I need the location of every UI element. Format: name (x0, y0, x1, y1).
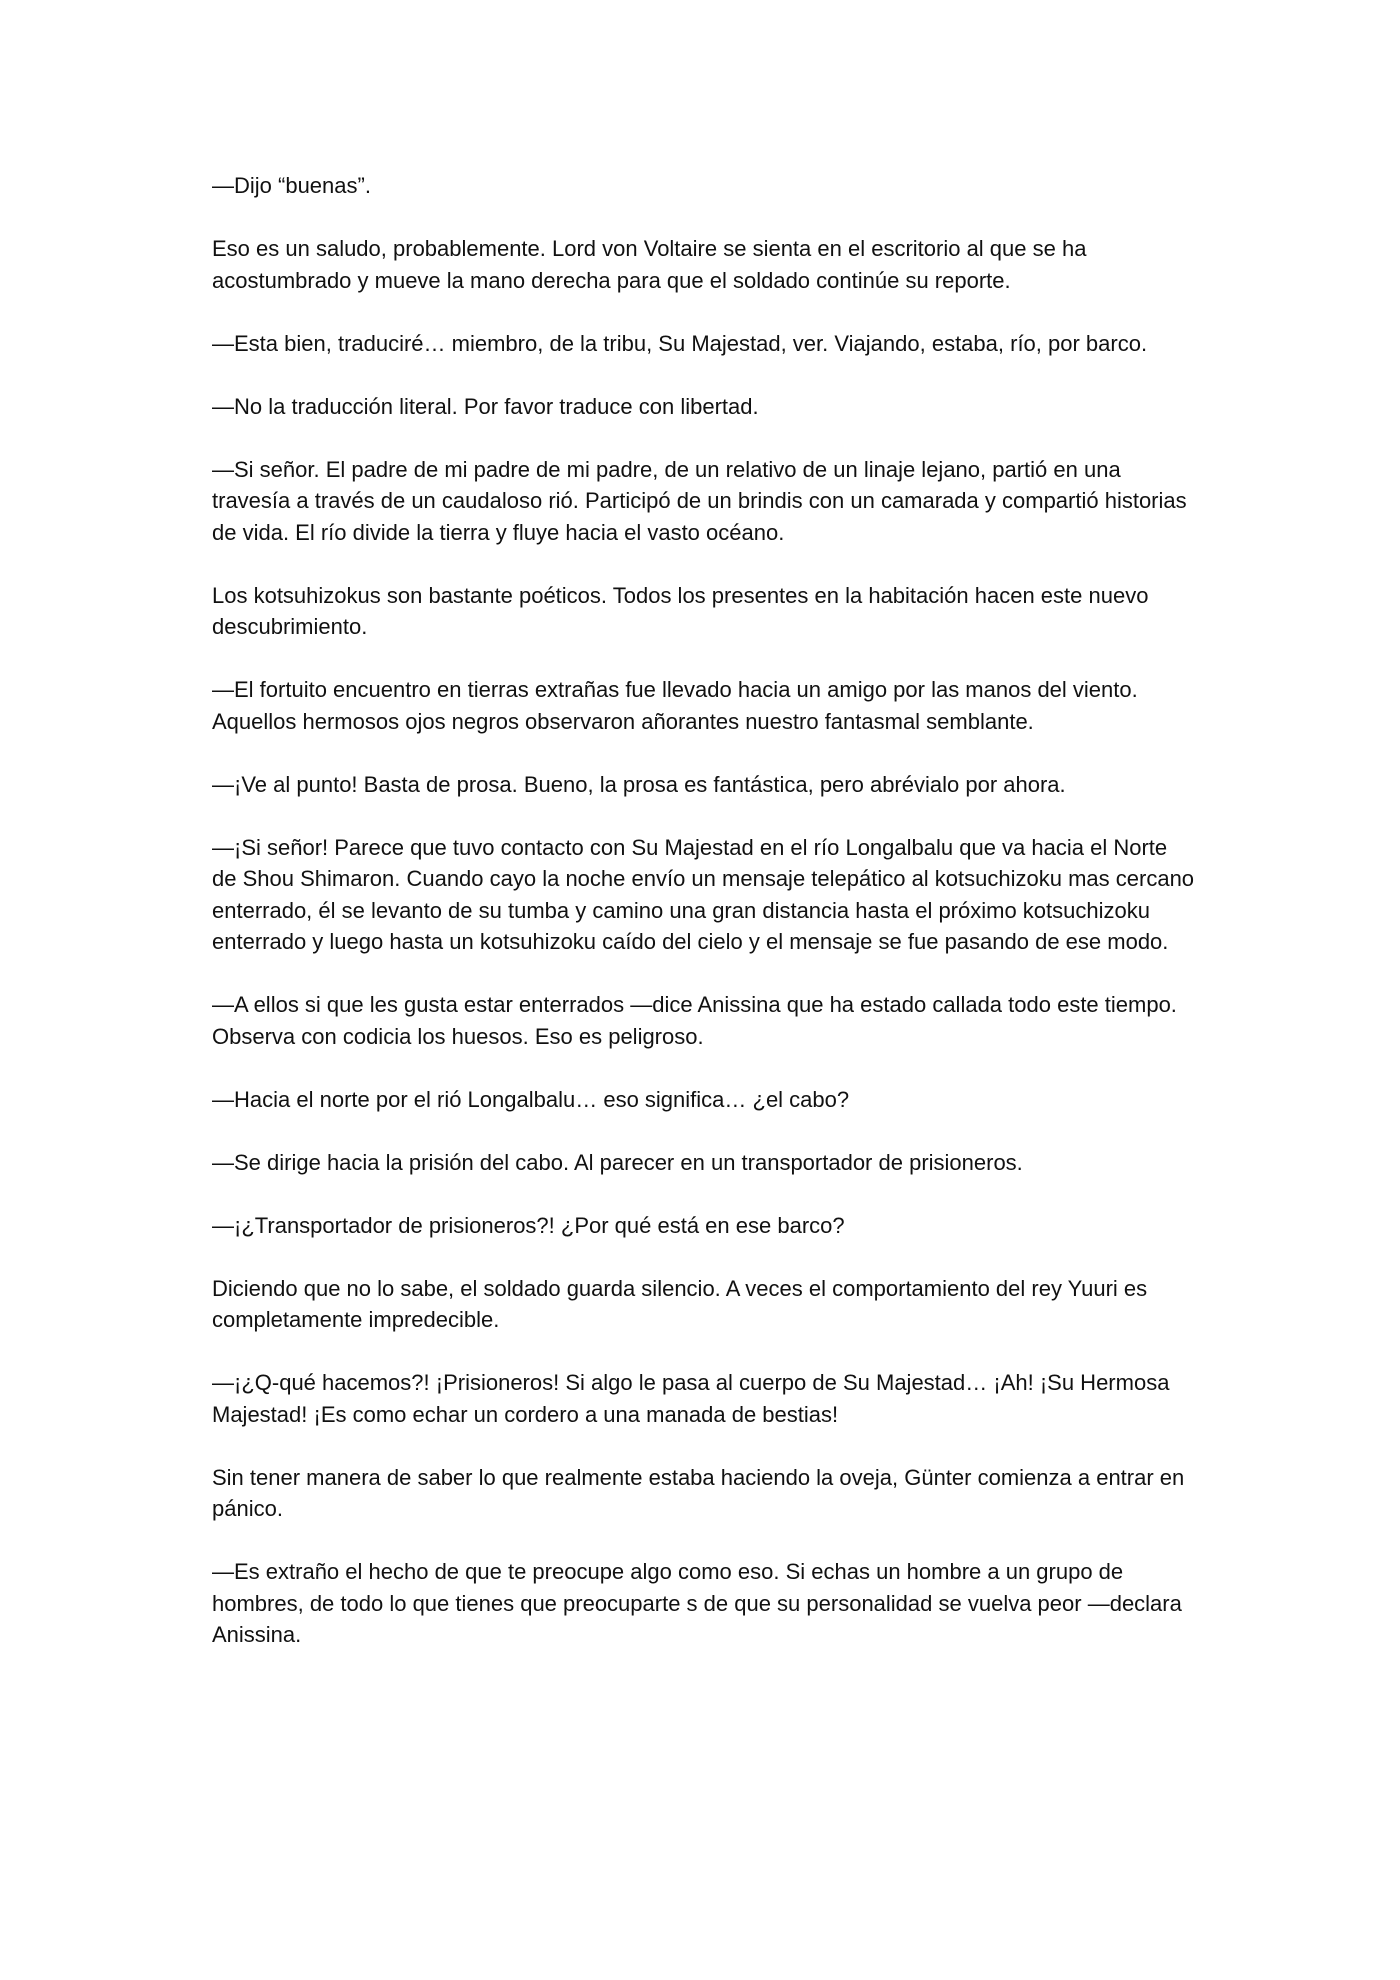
paragraph: —Si señor. El padre de mi padre de mi padre, de un relativo de un linaje lejano, partió en una travesía a través de un caudaloso rió. Participó de un brindis con un camarada y compartió historias de vida. El río divide la tierra y fluye hacia el vasto océano. (212, 456, 1187, 545)
paragraph: —Esta bien, traduciré… miembro, de la tribu, Su Majestad, ver. Viajando, estaba, río, por barco. (212, 330, 1148, 356)
paragraph: —¡Ve al punto! Basta de prosa. Bueno, la prosa es fantástica, pero abrévialo por ahora. (212, 771, 1066, 797)
paragraph: Eso es un saludo, probablemente. Lord von Voltaire se sienta en el escritorio al que se ha acostumbrado y mueve la mano derecha para que el soldado continúe su reporte. (212, 236, 1087, 293)
paragraph: —¡Si señor! Parece que tuvo contacto con Su Majestad en el río Longalbalu que va hacia el Norte de Shou Shimaron. Cuando cayo la noche envío un mensaje telepático al kotsuchizoku mas cercano enterrado, él se levanto de su tumba y camino una gran distancia hasta el próximo kotsuchizoku enterrado y luego hasta un kotsuhizoku caído del cielo y el mensaje se fue pasando de ese modo. (212, 834, 1195, 954)
paragraph: —Dijo “buenas”. (212, 173, 371, 198)
paragraph: —El fortuito encuentro en tierras extrañas fue llevado hacia un amigo por las manos del viento. Aquellos hermosos ojos negros observaron añorantes nuestro fantasmal semblante. (212, 677, 1138, 734)
paragraph: Los kotsuhizokus son bastante poéticos. Todos los presentes en la habitación hacen este nuevo descubrimiento. (212, 582, 1149, 639)
paragraph: —¡¿Q-qué hacemos?! ¡Prisioneros! Si algo le pasa al cuerpo de Su Majestad… ¡Ah! ¡Su Hermosa Majestad! ¡Es como echar un cordero a una manada de bestias! (212, 1370, 1170, 1427)
paragraph: —Hacia el norte por el rió Longalbalu… eso significa… ¿el cabo? (212, 1086, 850, 1112)
paragraph: Diciendo que no lo sabe, el soldado guarda silencio. A veces el comportamiento del rey Yuuri es completamente impredecible. (212, 1275, 1148, 1332)
paragraph: —No la traducción literal. Por favor traduce con libertad. (212, 393, 759, 419)
paragraph: —Es extraño el hecho de que te preocupe algo como eso. Si echas un hombre a un grupo de hombres, de todo lo que tienes que preocuparte s de que su personalidad se vuelva peor —declara Anissina. (212, 1559, 1182, 1647)
paragraph: Sin tener manera de saber lo que realmente estaba haciendo la oveja, Günter comienza a entrar en pánico. (212, 1464, 1185, 1521)
paragraph: —¡¿Transportador de prisioneros?! ¿Por qué está en ese barco? (212, 1212, 845, 1238)
document-body (212, 170, 1197, 1682)
paragraph: —Se dirige hacia la prisión del cabo. Al parecer en un transportador de prisioneros. (212, 1149, 1023, 1175)
paragraph: —A ellos si que les gusta estar enterrados —dice Anissina que ha estado callada todo este tiempo. Observa con codicia los huesos. Eso es peligroso. (212, 992, 1177, 1049)
